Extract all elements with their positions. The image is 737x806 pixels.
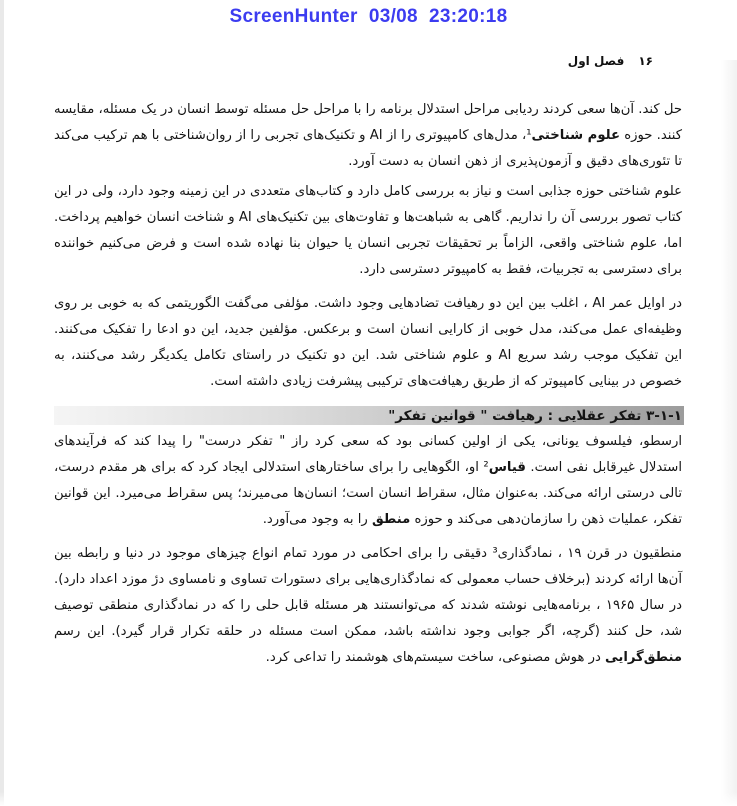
paragraph-4-tail: را به وجود می‌آورد. (262, 512, 372, 527)
term-syllogism: قیاس (488, 460, 526, 475)
paragraph-2: علوم شناختی حوزه جذابی است و نیاز به بررسی کامل دارد و کتاب‌های متعددی در این زمینه وجود دارد، ولی در این کتاب تصور بررسی آن را نداریم. گاهی به شباهت‌ها و تفاوت‌های بین تکنیک‌های AI و شناخت انسان خواهیم پرداخت. اما، علوم شناختی واقعی، الزاماً بر تحقیقات تجربی انسان یا حیوان بنا نهاده شده است و فرض می‌کنیم خواننده برای دسترسی به تجربیات، فقط به کامپیوتر دسترسی دارد. (54, 184, 682, 277)
term-logicism: منطق‌گرایی (605, 650, 682, 665)
screenhunter-watermark: ScreenHunter 03/08 23:20:18 (229, 6, 508, 27)
body-text (54, 97, 682, 679)
term-logic: منطق (371, 512, 411, 527)
paragraph-1-text: حل کند. آن‌ها سعی کردند ردیابی مراحل استدلال برنامه را با مراحل حل مسئله توسط انسان در یک مسئله، مقایسه کنند. حوزه (54, 102, 682, 143)
page-number: ۱۶ (638, 54, 653, 68)
paragraph-1 (54, 97, 682, 175)
section-heading-label: ۳-۱-۱ تفکر عقلایی : رهیافت " قوانین تفکر" (388, 408, 682, 424)
paragraph-4-mid: ² او، الگوهایی را برای ساختارهای استدلالی ایجاد کرد که برای هر مقدم درست، تالی درستی ارائه می‌کند. به‌عنوان مثال، سقراط انسان است؛ انسان‌ها می‌میرند؛ پس سقراط می‌میرد. این قوانین تفکر، عملیات ذهن را سازمان‌دهی می‌کند و حوزه (54, 460, 682, 527)
scan-left-edge (0, 0, 4, 806)
scan-right-shadow (721, 60, 737, 806)
paragraph-4-head: ارسطو، فیلسوف یونانی، یکی از اولین کسانی بود که سعی کرد راز " تفکر درست" را پیدا کند که فرآیندهای استدلال غیرقابل نفی است. (54, 434, 682, 475)
paragraph-5 (54, 541, 682, 671)
paragraph-1-tail: ¹، مدل‌های کامپیوتری را از AI و تکنیک‌های تجربی را از روان‌شناختی با هم ترکیب می‌کند تا تئوری‌های دقیق و آزمون‌پذیری از ذهن انسان به دست آورد. (54, 128, 682, 169)
page-bottom-fade (0, 792, 737, 806)
paragraph-5-head: منطقیون در قرن ۱۹ ، نمادگذاری³ دقیقی را برای احکامی در مورد تمام انواع چیزهای موجود در دنیا و رابطه بین آن‌ها ارائه کردند (برخلاف حساب معمولی که نمادگذاری‌هایی برای دستورات تساوی و نامساوی درٔ موزد اعداد دارد). در سال ۱۹۶۵ ، برنامه‌هایی نوشته شدند که می‌توانستند هر مسئله قابل حلی را که در نمادگذاری منطقی توصیف شد، حل کنند (گرچه، اگر جوابی وجود نداشته باشد، ممکن است مسئله در حلقه تکرار قرار گیرد). این رسم (54, 546, 683, 639)
section-heading (54, 403, 682, 429)
paragraph-3: در اوایل عمر AI ، اغلب بین این دو رهیافت تضادهایی وجود داشت. مؤلفی می‌گفت الگوریتمی که به خوبی بر روی وظیفه‌ای عمل می‌کند، مدل خوبی از کارایی انسان است و برعکس. مؤلفین جدید، این دو ادعا را تفکیک می‌کنند. این تفکیک موجب رشد سریع AI و علوم شناختی شد. این دو تکنیک در راستای تکامل یکدیگر رشد می‌کنند، به خصوص در بینایی کامپیوتر که از طریق رهیافت‌های ترکیبی پیشرفت زیادی داشته است. (54, 296, 682, 389)
running-header (554, 54, 653, 68)
chapter-title: فصل اول (567, 54, 625, 68)
paragraph-4 (54, 429, 682, 533)
term-cognitive-science: علوم شناختی (531, 128, 620, 143)
paragraph-5-tail: در هوش مصنوعی، ساخت سیستم‌های هوشمند را تداعی کرد. (265, 650, 606, 665)
